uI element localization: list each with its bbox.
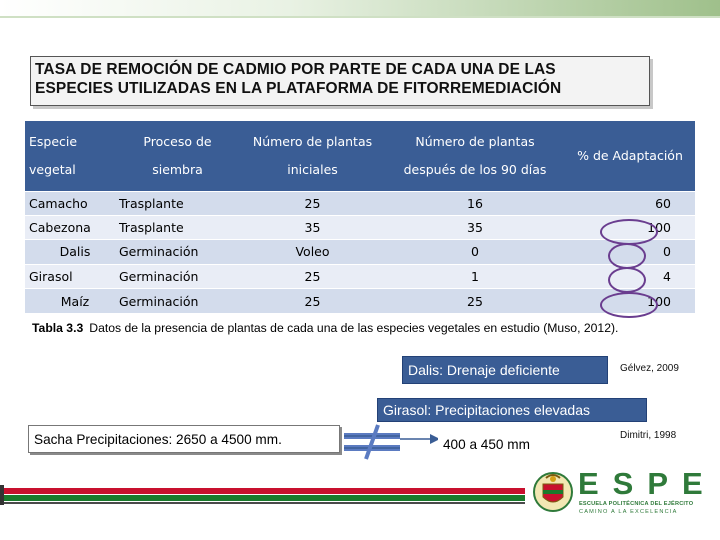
highlight-oval-dalis [608, 243, 646, 269]
cell-after: 25 [385, 289, 565, 313]
title-line-2: ESPECIES UTILIZADAS EN LA PLATAFORMA DE FITORREMEDIACIÓN [35, 80, 562, 97]
cell-after: 16 [385, 191, 565, 215]
slide-title [30, 56, 650, 106]
header-adaptation: % de Adaptación [565, 121, 695, 191]
cell-initial: Voleo [240, 240, 385, 264]
range-citation: Dimitri, 1998 [620, 430, 677, 441]
espe-logo [532, 466, 717, 520]
adaptation-table [25, 121, 695, 313]
girasol-note: Girasol: Precipitaciones elevadas [377, 398, 647, 422]
header-plants-after-90-days: Número de plantas después de los 90 días [385, 121, 565, 191]
header-process: Proceso de siembra [115, 121, 240, 191]
table-caption [32, 321, 618, 335]
table-row [25, 215, 695, 239]
cell-process: Trasplante [115, 191, 240, 215]
caption-text: Datos de la presencia de plantas de cada una de las especies vegetales en estudio (Muso, 2012). [89, 321, 619, 335]
arrow-right-icon [400, 432, 440, 446]
cell-adaptation: 60 [565, 191, 695, 215]
highlight-oval-cabezona [600, 219, 658, 245]
cell-initial: 25 [240, 289, 385, 313]
espe-tagline: CAMINO A LA EXCELENCIA [579, 509, 678, 515]
top-decor-stripe [0, 16, 720, 18]
header-initial-plants: Número de plantas iniciales [240, 121, 385, 191]
cell-after: 35 [385, 215, 565, 239]
range-note: 400 a 450 mm [438, 432, 548, 456]
cell-species: Dalis [25, 240, 115, 264]
cell-species: Camacho [25, 191, 115, 215]
table-header-row [25, 121, 695, 191]
table-row [25, 289, 695, 313]
cell-species: Cabezona [25, 215, 115, 239]
cell-adaptation: 100 [565, 215, 695, 239]
table-row [25, 191, 695, 215]
cell-adaptation: 100 [565, 289, 695, 313]
table-row [25, 240, 695, 264]
sacha-note: Sacha Precipitaciones: 2650 a 4500 mm. [28, 425, 340, 453]
dalis-note: Dalis: Drenaje deficiente [402, 356, 608, 384]
cell-adaptation: 4 [565, 264, 695, 288]
cell-after: 0 [385, 240, 565, 264]
espe-seal-icon [532, 470, 574, 515]
espe-wordmark: ESPE [578, 466, 717, 501]
cell-species: Girasol [25, 264, 115, 288]
cell-initial: 35 [240, 215, 385, 239]
not-equal-icon [342, 422, 402, 462]
cell-after: 1 [385, 264, 565, 288]
cell-process: Trasplante [115, 215, 240, 239]
caption-label: Tabla 3.3 [32, 321, 84, 335]
cell-initial: 25 [240, 264, 385, 288]
table-row [25, 264, 695, 288]
cell-initial: 25 [240, 191, 385, 215]
bottom-decor-bar [0, 488, 525, 508]
cell-process: Germinación [115, 264, 240, 288]
highlight-oval-girasol [608, 267, 646, 293]
cell-species: Maíz [25, 289, 115, 313]
cell-process: Germinación [115, 289, 240, 313]
highlight-oval-maiz [600, 292, 658, 318]
cell-adaptation: 0 [565, 240, 695, 264]
cell-process: Germinación [115, 240, 240, 264]
dalis-citation: Gélvez, 2009 [620, 363, 679, 374]
espe-subtitle: ESCUELA POLITÉCNICA DEL EJÉRCITO [579, 501, 694, 507]
header-species: Especie vegetal [25, 121, 115, 191]
title-line-1: TASA DE REMOCIÓN DE CADMIO POR PARTE DE CADA UNA DE LAS [35, 61, 556, 78]
